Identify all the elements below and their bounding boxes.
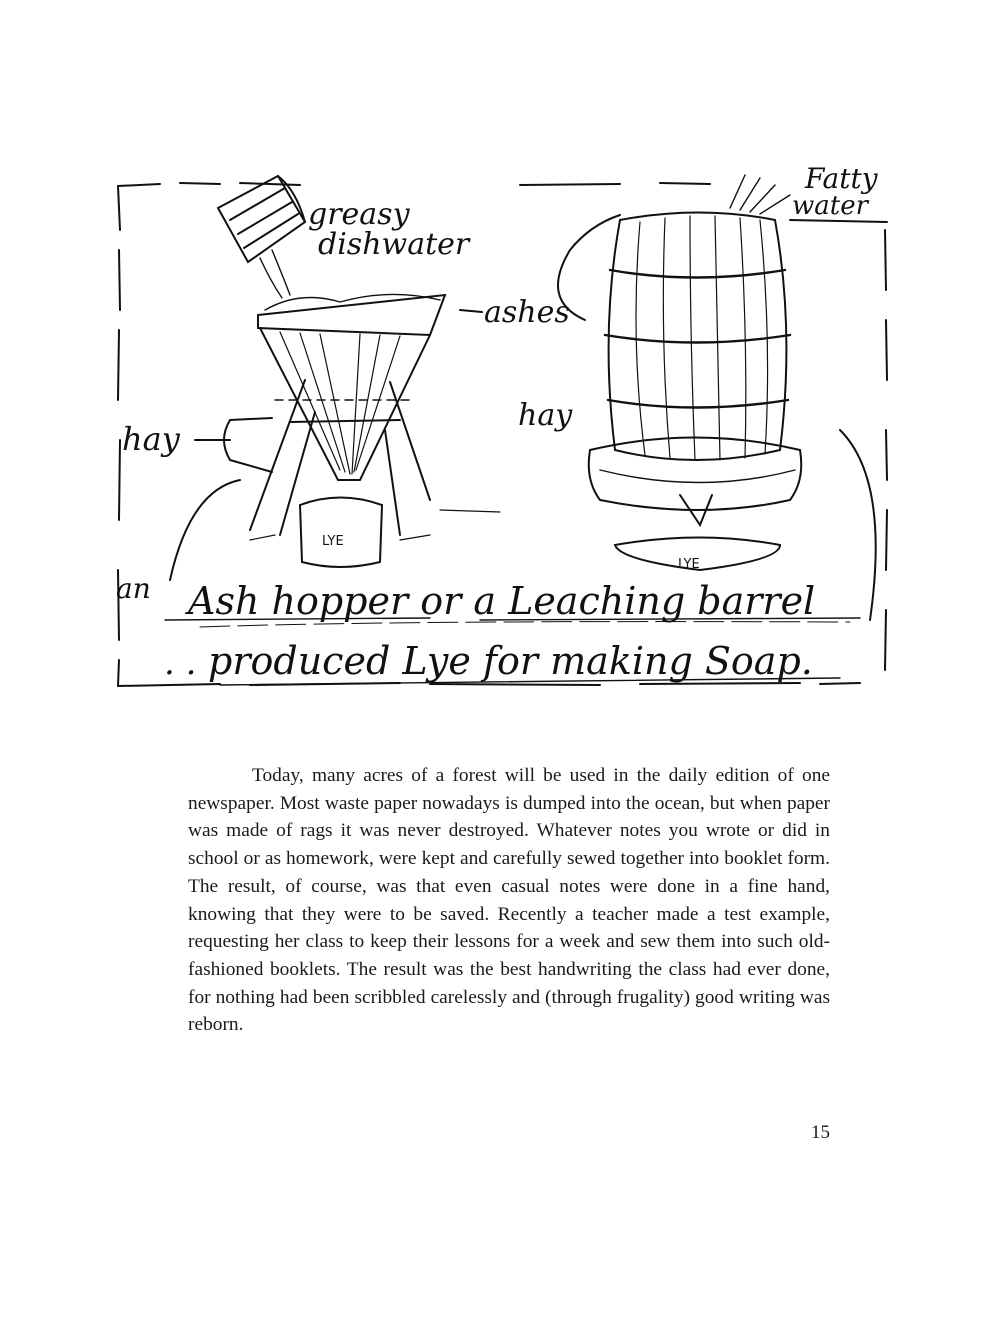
label-lye-right: LYE [678, 557, 700, 572]
caption-line-2-prefix: . . [164, 643, 197, 683]
label-hay-right: hay [518, 398, 573, 433]
label-greasy: greasy [308, 197, 410, 232]
label-fatty: Fatty [805, 162, 878, 195]
page-number: 15 [811, 1122, 830, 1143]
ash-hopper [250, 294, 500, 567]
bucket [218, 176, 305, 298]
label-lye-left: LYE [322, 534, 344, 549]
ash-hopper-illustration [100, 150, 900, 700]
label-hay-left: hay [122, 420, 180, 458]
label-dishwater: dishwater [318, 227, 470, 262]
illustration-drawing [100, 150, 900, 700]
label-an: an [116, 572, 151, 605]
caption-line-1: Ash hopper or a Leaching barrel [188, 579, 816, 623]
leaching-barrel [589, 175, 802, 570]
body-paragraph: Today, many acres of a forest will be used in the daily edition of one newspaper. Most waste paper nowadays is dumped into the ocean, but when paper was made of rags it was never destroyed. Whatever notes you wrote or did in school or as homework, were kept and carefully sewed together into booklet form. The result, of course, was that even casual notes were done in a fine hand, knowing that they were to be saved. Recently a teacher made a test example, requesting her class to keep their lessons for a week and sew them into such old-fashioned booklets. The result was the best handwriting the class had ever done, for nothing had been scribbled carelessly and (through frugality) good writing was reborn. [188, 765, 830, 1036]
label-water: water [792, 191, 869, 221]
label-ashes: ashes [484, 295, 570, 330]
lye-pot-left [300, 498, 382, 568]
caption-line-2: produced Lye for making Soap. [208, 639, 813, 683]
